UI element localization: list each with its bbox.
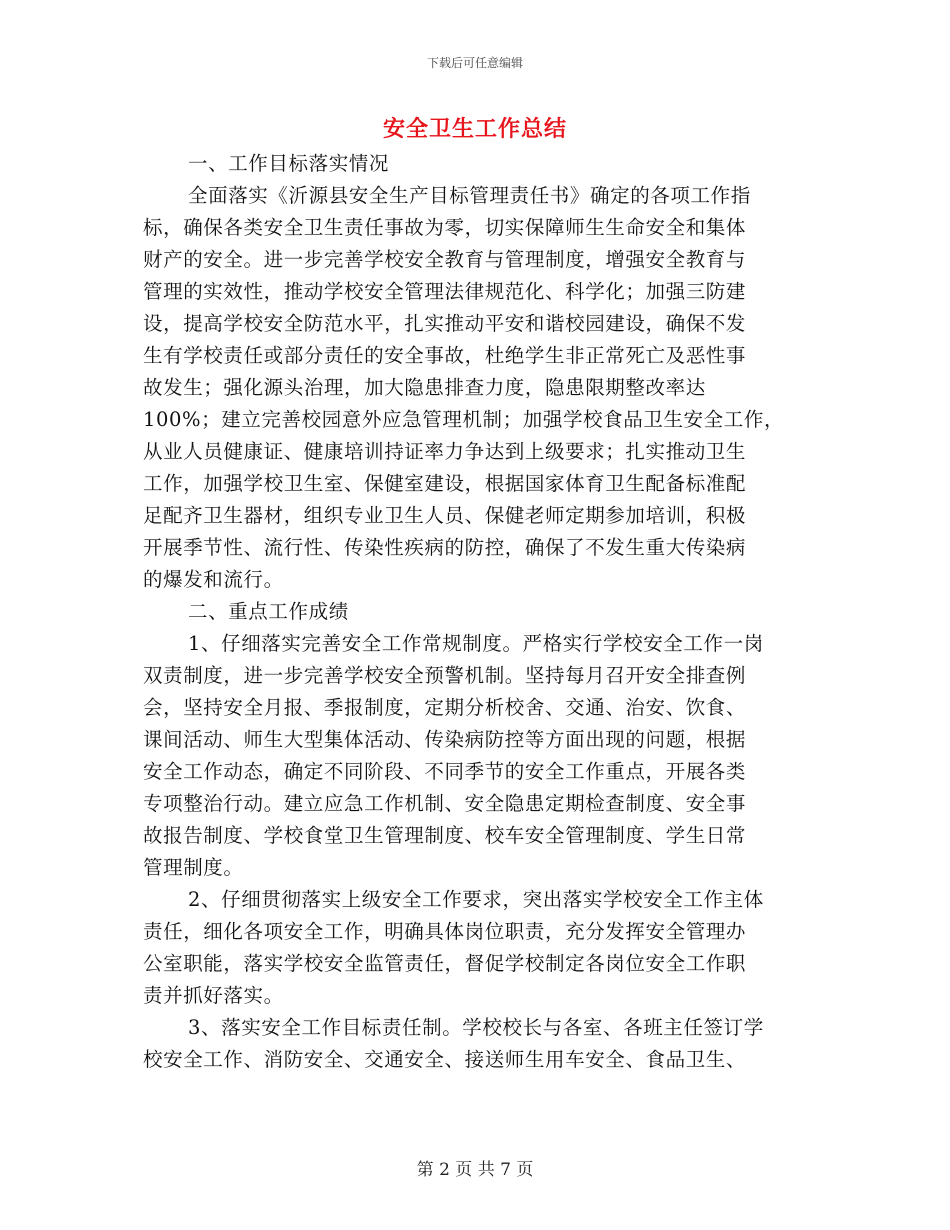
paragraph-line: 1、仔细落实完善安全工作常规制度。严格实行学校安全工作一岗 bbox=[188, 632, 764, 655]
paragraph-line: 3、落实安全工作目标责任制。学校校长与各室、各班主任签订学 bbox=[188, 1016, 764, 1039]
paragraph-line: 责任，细化各项安全工作，明确具体岗位职责，充分发挥安全管理办 bbox=[143, 920, 747, 943]
paragraph-line: 2、仔细贯彻落实上级安全工作要求，突出落实学校安全工作主体 bbox=[188, 888, 764, 911]
document-body bbox=[143, 148, 815, 1076]
document-title: 安全卫生工作总结 bbox=[382, 117, 567, 142]
paragraph-line: 会，坚持安全月报、季报制度，定期分析校舍、交通、治安、饮食、 bbox=[143, 696, 747, 719]
page-header-note: 下载后可任意编辑 bbox=[426, 56, 523, 70]
paragraph-line: 校安全工作、消防安全、交通安全、接送师生用车安全、食品卫生、 bbox=[143, 1048, 747, 1071]
paragraph-line: 故发生；强化源头治理，加大隐患排查力度，隐患限期整改率达 bbox=[143, 376, 706, 399]
section-heading-1: 一、工作目标落实情况 bbox=[188, 152, 390, 175]
paragraph-line: 开展季节性、流行性、传染性疾病的防控，确保了不发生重大传染病 bbox=[143, 536, 747, 559]
paragraph-line: 管理制度。 bbox=[143, 856, 244, 879]
paragraph-line: 课间活动、师生大型集体活动、传染病防控等方面出现的问题，根据 bbox=[143, 728, 747, 751]
paragraph-line: 全面落实《沂源县安全生产目标管理责任书》确定的各项工作指 bbox=[188, 184, 751, 207]
paragraph-line: 生有学校责任或部分责任的安全事故，杜绝学生非正常死亡及恶性事 bbox=[143, 344, 747, 367]
paragraph-line: 工作，加强学校卫生室、保健室建设，根据国家体育卫生配备标准配 bbox=[143, 472, 747, 495]
paragraph-line: 标，确保各类安全卫生责任事故为零，切实保障师生生命安全和集体 bbox=[143, 216, 747, 239]
paragraph-line: 故报告制度、学校食堂卫生管理制度、校车安全管理制度、学生日常 bbox=[143, 824, 747, 847]
paragraph-line: 安全工作动态，确定不同阶段、不同季节的安全工作重点，开展各类 bbox=[143, 760, 747, 783]
paragraph-line: 责并抓好落实。 bbox=[143, 984, 284, 1007]
paragraph-line: 设，提高学校安全防范水平，扎实推动平安和谐校园建设，确保不发 bbox=[143, 312, 747, 335]
paragraph-line: 管理的实效性，推动学校安全管理法律规范化、科学化；加强三防建 bbox=[143, 280, 747, 303]
paragraph-line: 双责制度，进一步完善学校安全预警机制。坚持每月召开安全排查例 bbox=[143, 664, 747, 687]
paragraph-line: 从业人员健康证、健康培训持证率力争达到上级要求；扎实推动卫生 bbox=[143, 440, 747, 463]
paragraph-line: 公室职能，落实学校安全监管责任，督促学校制定各岗位安全工作职 bbox=[143, 952, 747, 975]
paragraph-line: 的爆发和流行。 bbox=[143, 568, 284, 591]
section-heading-2: 二、重点工作成绩 bbox=[188, 600, 349, 623]
paragraph-line: 100%；建立完善校园意外应急管理机制；加强学校食品卫生安全工作， bbox=[143, 408, 785, 431]
page-number: 第 2 页 共 7 页 bbox=[416, 1160, 534, 1180]
paragraph-line: 专项整治行动。建立应急工作机制、安全隐患定期检查制度、安全事 bbox=[143, 792, 747, 815]
paragraph-line: 财产的安全。进一步完善学校安全教育与管理制度，增强安全教育与 bbox=[143, 248, 747, 271]
paragraph-line: 足配齐卫生器材，组织专业卫生人员、保健老师定期参加培训，积极 bbox=[143, 504, 747, 527]
